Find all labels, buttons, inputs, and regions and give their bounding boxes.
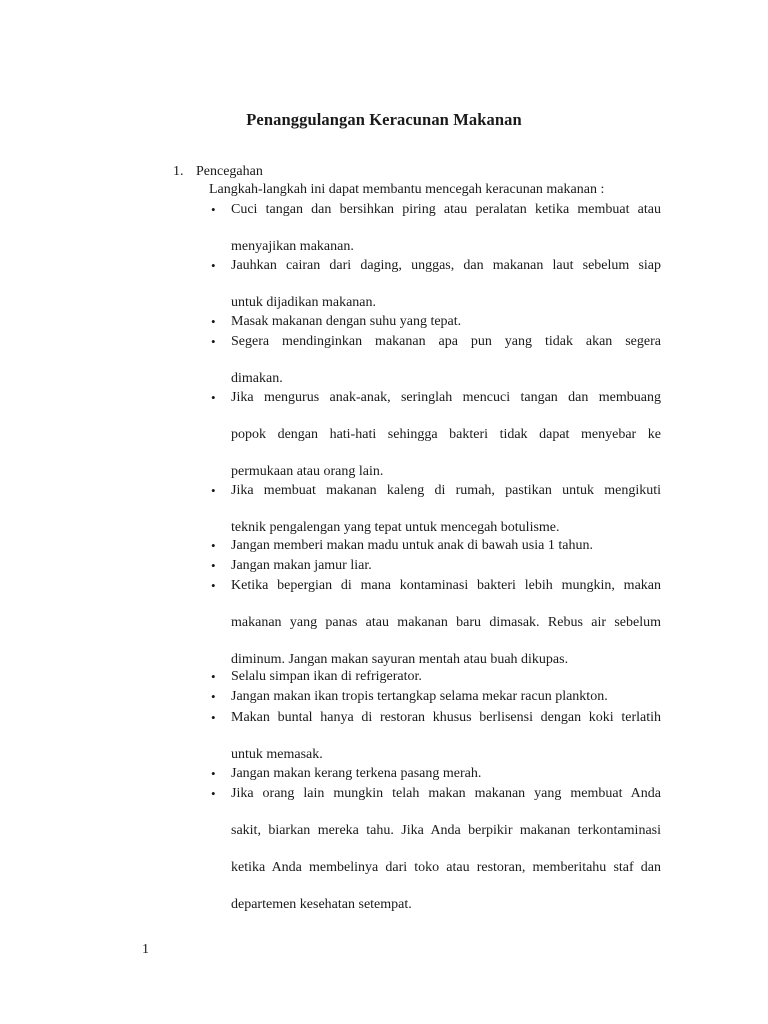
section-intro: Langkah-langkah ini dapat membantu mencegah keracunan makanan : (209, 182, 605, 197)
list-item-text: Ketika bepergian di mana kontaminasi bakteri lebih mungkin, makan (231, 578, 661, 593)
bullet-marker: • (211, 483, 216, 498)
bullet-marker: • (211, 578, 216, 593)
bullet-marker: • (211, 314, 216, 329)
bullet-marker: • (211, 202, 216, 217)
list-item-text: sakit, biarkan mereka tahu. Jika Anda berpikir makanan terkontaminasi (231, 823, 661, 838)
list-item-text: menyajikan makanan. (231, 239, 354, 254)
document-title: Penanggulangan Keracunan Makanan (246, 110, 522, 129)
list-item-text: ketika Anda membelinya dari toko atau restoran, memberitahu staf dan (231, 860, 661, 875)
list-item-text: permukaan atau orang lain. (231, 464, 384, 479)
bullet-marker: • (211, 689, 216, 704)
bullet-marker: • (211, 766, 216, 781)
list-item-text: departemen kesehatan setempat. (231, 897, 412, 912)
list-item-text: popok dengan hati-hati sehingga bakteri tidak dapat menyebar ke (231, 427, 661, 442)
list-item-text: diminum. Jangan makan sayuran mentah atau buah dikupas. (231, 652, 569, 667)
list-item-text: Masak makanan dengan suhu yang tepat. (231, 314, 462, 329)
bullet-marker: • (211, 558, 216, 573)
section-number: 1. (173, 164, 184, 179)
list-item-text: Makan buntal hanya di restoran khusus berlisensi dengan koki terlatih (231, 710, 661, 725)
list-item-text: Jika membuat makanan kaleng di rumah, pastikan untuk mengikuti (231, 483, 661, 498)
list-item-text: Jangan makan jamur liar. (231, 558, 372, 573)
bullet-marker: • (211, 538, 216, 553)
bullet-marker: • (211, 710, 216, 725)
list-item-text: Jangan makan kerang terkena pasang merah. (231, 766, 482, 781)
page-number: 1 (142, 942, 149, 957)
section-title: Pencegahan (196, 164, 263, 179)
list-item-text: Jika mengurus anak-anak, seringlah mencuci tangan dan membuang (231, 390, 661, 405)
list-item-text: Jangan memberi makan madu untuk anak di bawah usia 1 tahun. (231, 538, 593, 553)
list-item-text: Jika orang lain mungkin telah makan makanan yang membuat Anda (231, 786, 661, 801)
list-item-text: Cuci tangan dan bersihkan piring atau peralatan ketika membuat atau (231, 202, 661, 217)
list-item-text: makanan yang panas atau makanan baru dimasak. Rebus air sebelum (231, 615, 661, 630)
list-item-text: teknik pengalengan yang tepat untuk mencegah botulisme. (231, 520, 560, 535)
list-item-text: untuk dijadikan makanan. (231, 295, 377, 310)
bullet-marker: • (211, 786, 216, 801)
list-item-text: Segera mendinginkan makanan apa pun yang tidak akan segera (231, 334, 661, 349)
bullet-marker: • (211, 258, 216, 273)
bullet-marker: • (211, 669, 216, 684)
list-item-text: Selalu simpan ikan di refrigerator. (231, 669, 422, 684)
list-item-text: Jangan makan ikan tropis tertangkap selama mekar racun plankton. (231, 689, 608, 704)
bullet-marker: • (211, 334, 216, 349)
list-item-text: dimakan. (231, 371, 283, 386)
list-item-text: Jauhkan cairan dari daging, unggas, dan makanan laut sebelum siap (231, 258, 661, 273)
list-item-text: untuk memasak. (231, 747, 323, 762)
bullet-marker: • (211, 390, 216, 405)
